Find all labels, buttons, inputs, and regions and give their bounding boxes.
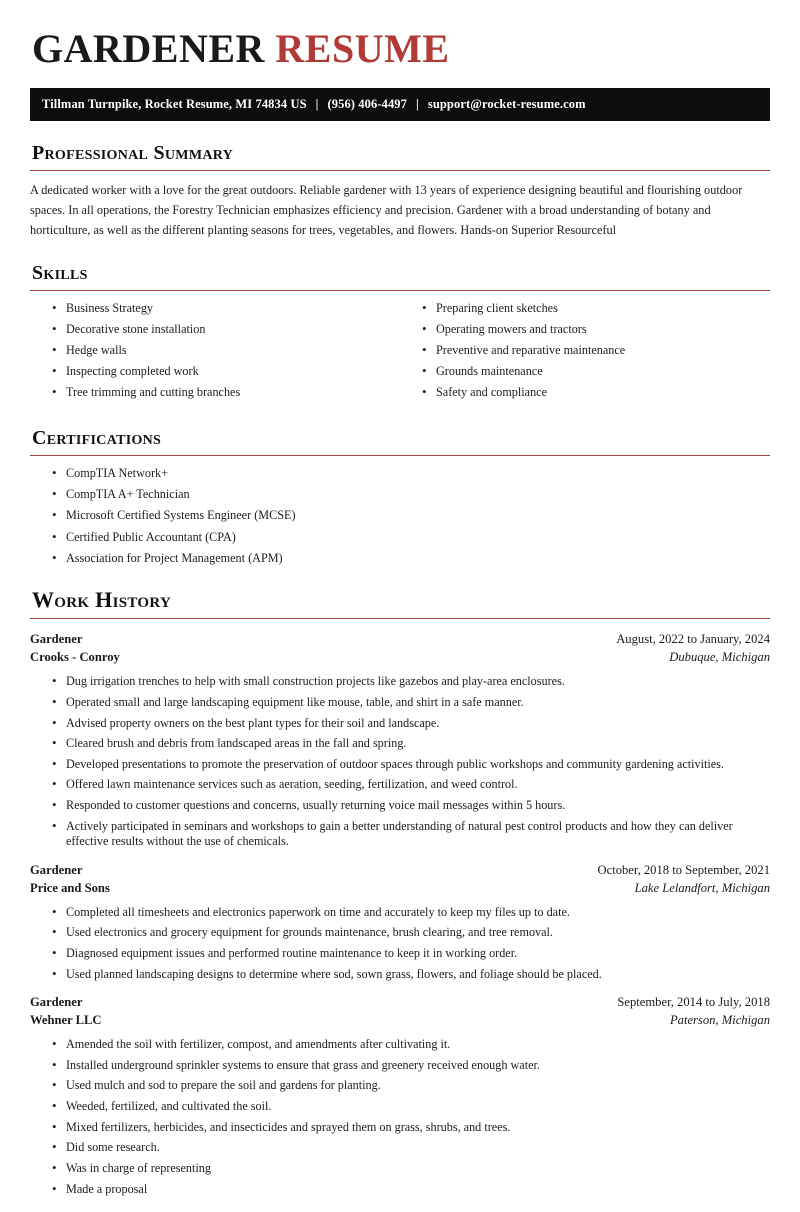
list-item: • Preventive and reparative maintenance xyxy=(422,343,770,359)
contact-bar xyxy=(30,88,770,121)
list-item: • Installed underground sprinkler systems to ensure that grass and greenery received enough water. xyxy=(52,1058,770,1074)
list-item: • Developed presentations to promote the preservation of outdoor spaces through public workshops and community gardening activities. xyxy=(52,757,770,773)
page-title xyxy=(32,28,770,70)
job-header-row xyxy=(30,863,770,878)
section-heading-certifications: Certifications xyxy=(32,427,162,450)
section-divider xyxy=(30,290,770,291)
list-item: • Operated small and large landscaping equipment like mouse, table, and shirt in a safe manner. xyxy=(52,695,770,711)
skills-column-right xyxy=(400,301,770,407)
list-item: • CompTIA Network+ xyxy=(52,466,770,482)
list-item: • Operating mowers and tractors xyxy=(422,322,770,338)
list-item: • Completed all timesheets and electronics paperwork on time and accurately to keep my files up to date. xyxy=(52,905,770,921)
job-header-row xyxy=(30,995,770,1010)
contact-address: Tillman Turnpike, Rocket Resume, MI 74834 US xyxy=(42,97,307,111)
job-title: Gardener xyxy=(30,632,83,647)
list-item: • Preparing client sketches xyxy=(422,301,770,317)
job-header-row xyxy=(30,632,770,647)
list-item: • Used mulch and sod to prepare the soil and gardens for planting. xyxy=(52,1078,770,1094)
skills-columns xyxy=(30,301,770,407)
section-skills xyxy=(30,262,770,407)
list-item: • Diagnosed equipment issues and performed routine maintenance to keep it in working order. xyxy=(52,946,770,962)
list-item: • CompTIA A+ Technician xyxy=(52,487,770,503)
list-item: • Actively participated in seminars and workshops to gain a better understanding of natural pest control products and how they can deliver effective results without the use of chemicals. xyxy=(52,819,770,850)
list-item: • Used planned landscaping designs to determine where sod, sown grass, flowers, and foliage should be placed. xyxy=(52,967,770,983)
certifications-list xyxy=(30,466,770,566)
job-company: Price and Sons xyxy=(30,880,110,895)
list-item: • Tree trimming and cutting branches xyxy=(52,385,400,401)
list-item: • Amended the soil with fertilizer, compost, and amendments after cultivating it. xyxy=(52,1037,770,1053)
job-location: Lake Lelandfort, Michigan xyxy=(634,880,770,895)
section-divider xyxy=(30,170,770,171)
list-item: • Grounds maintenance xyxy=(422,364,770,380)
job-company: Crooks - Conroy xyxy=(30,650,120,665)
list-item: • Offered lawn maintenance services such as aeration, seeding, fertilization, and weed control. xyxy=(52,777,770,793)
list-item: • Safety and compliance xyxy=(422,385,770,401)
section-heading-skills: Skills xyxy=(32,261,88,284)
section-work-history xyxy=(30,587,770,1197)
job-company: Wehner LLC xyxy=(30,1013,102,1028)
list-item: • Did some research. xyxy=(52,1140,770,1156)
work-history-entry xyxy=(30,632,770,849)
list-item: • Made a proposal xyxy=(52,1182,770,1198)
section-heading-summary: Professional Summary xyxy=(32,142,234,164)
job-dates: October, 2018 to September, 2021 xyxy=(597,862,770,877)
list-item: • Association for Project Management (APM) xyxy=(52,551,770,567)
section-professional-summary xyxy=(30,142,770,241)
section-divider xyxy=(30,455,770,456)
contact-separator-2: | xyxy=(416,97,419,111)
list-item: • Microsoft Certified Systems Engineer (MCSE) xyxy=(52,508,770,524)
work-history-entry xyxy=(30,863,770,982)
job-dates: September, 2014 to July, 2018 xyxy=(617,995,770,1010)
job-location: Paterson, Michigan xyxy=(669,1013,770,1028)
job-subheader-row xyxy=(30,1013,770,1028)
list-item: • Was in charge of representing xyxy=(52,1161,770,1177)
contact-email[interactable]: support@rocket-resume.com xyxy=(427,97,586,111)
list-item: • Advised property owners on the best plant types for their soil and landscape. xyxy=(52,716,770,732)
list-item: • Cleared brush and debris from landscaped areas in the fall and spring. xyxy=(52,736,770,752)
job-subheader-row xyxy=(30,881,770,896)
page-title-word-two: RESUME xyxy=(275,26,450,71)
list-item: • Certified Public Accountant (CPA) xyxy=(52,530,770,546)
job-subheader-row xyxy=(30,650,770,665)
list-item: • Responded to customer questions and concerns, usually returning voice mail messages within 5 hours. xyxy=(52,798,770,814)
section-certifications xyxy=(30,427,770,566)
job-bullets xyxy=(30,1037,770,1197)
section-divider xyxy=(30,618,770,619)
work-history-entry xyxy=(30,995,770,1197)
job-title: Gardener xyxy=(30,862,83,877)
list-item: • Weeded, fertilized, and cultivated the soil. xyxy=(52,1099,770,1115)
list-item: • Used electronics and grocery equipment for grounds maintenance, brush clearing, and tree removal. xyxy=(52,925,770,941)
skills-list-right xyxy=(400,301,770,401)
job-bullets xyxy=(30,674,770,849)
list-item: • Inspecting completed work xyxy=(52,364,400,380)
list-item: • Business Strategy xyxy=(52,301,400,317)
list-item: • Decorative stone installation xyxy=(52,322,400,338)
page-title-word-one: GARDENER xyxy=(32,26,265,71)
contact-phone: (956) 406-4497 xyxy=(327,97,407,111)
job-title: Gardener xyxy=(30,995,83,1010)
job-bullets xyxy=(30,905,770,982)
summary-text: A dedicated worker with a love for the great outdoors. Reliable gardener with 13 years of experience designing beautiful and flourishing outdoor spaces. In all operations, the Forestry Technician emphasizes efficiency and precision. Gardener with a broad understanding of botany and horticulture, as well as the different planting seasons for trees, vegetables, and flowers. Hands-on Superior Resourceful xyxy=(30,183,743,237)
list-item: • Mixed fertilizers, herbicides, and insecticides and sprayed them on grass, shrubs, and trees. xyxy=(52,1120,770,1136)
list-item: • Dug irrigation trenches to help with small construction projects like gazebos and play-area enclosures. xyxy=(52,674,770,690)
job-dates: August, 2022 to January, 2024 xyxy=(616,632,770,647)
section-heading-work-history: Work History xyxy=(32,587,172,613)
contact-separator-1: | xyxy=(315,97,319,111)
job-location: Dubuque, Michigan xyxy=(669,650,770,665)
skills-column-left xyxy=(30,301,400,407)
skills-list-left xyxy=(30,301,400,401)
list-item: • Hedge walls xyxy=(52,343,400,359)
